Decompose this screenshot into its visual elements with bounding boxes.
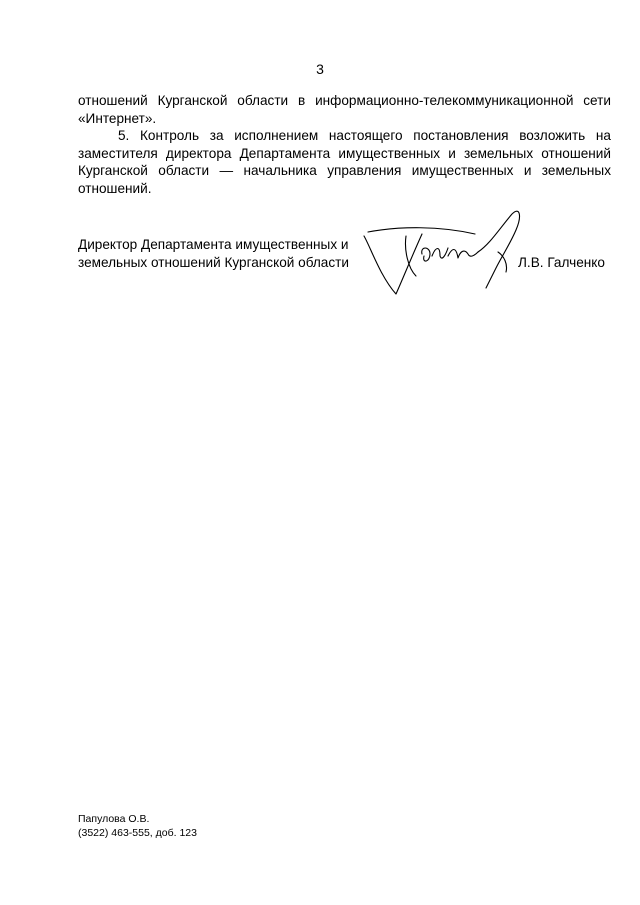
signatory-position-line-2: земельных отношений Курганской области xyxy=(78,254,349,270)
page-number: 3 xyxy=(316,61,324,77)
handwritten-signature xyxy=(360,206,525,298)
paragraph-item-5: 5. Контроль за исполнением настоящего постановления возложить на заместителя директора Департамента имущественных и земельных отношений Курганской области — начальника управления имущественных и земельных отношений. xyxy=(78,128,611,196)
signatory-name: Л.В. Галченко xyxy=(518,255,605,270)
executor-info xyxy=(78,813,197,840)
signatory-position xyxy=(78,236,349,271)
executor-name: Папулова О.В. xyxy=(78,813,150,825)
document-body xyxy=(78,92,611,198)
signatory-position-line-1: Директор Департамента имущественных и xyxy=(78,237,349,252)
executor-phone: (3522) 463-555, доб. 123 xyxy=(78,826,197,839)
paragraph-continuation: отношений Курганской области в информационно-телекоммуникационной сети «Интернет». xyxy=(78,93,611,126)
